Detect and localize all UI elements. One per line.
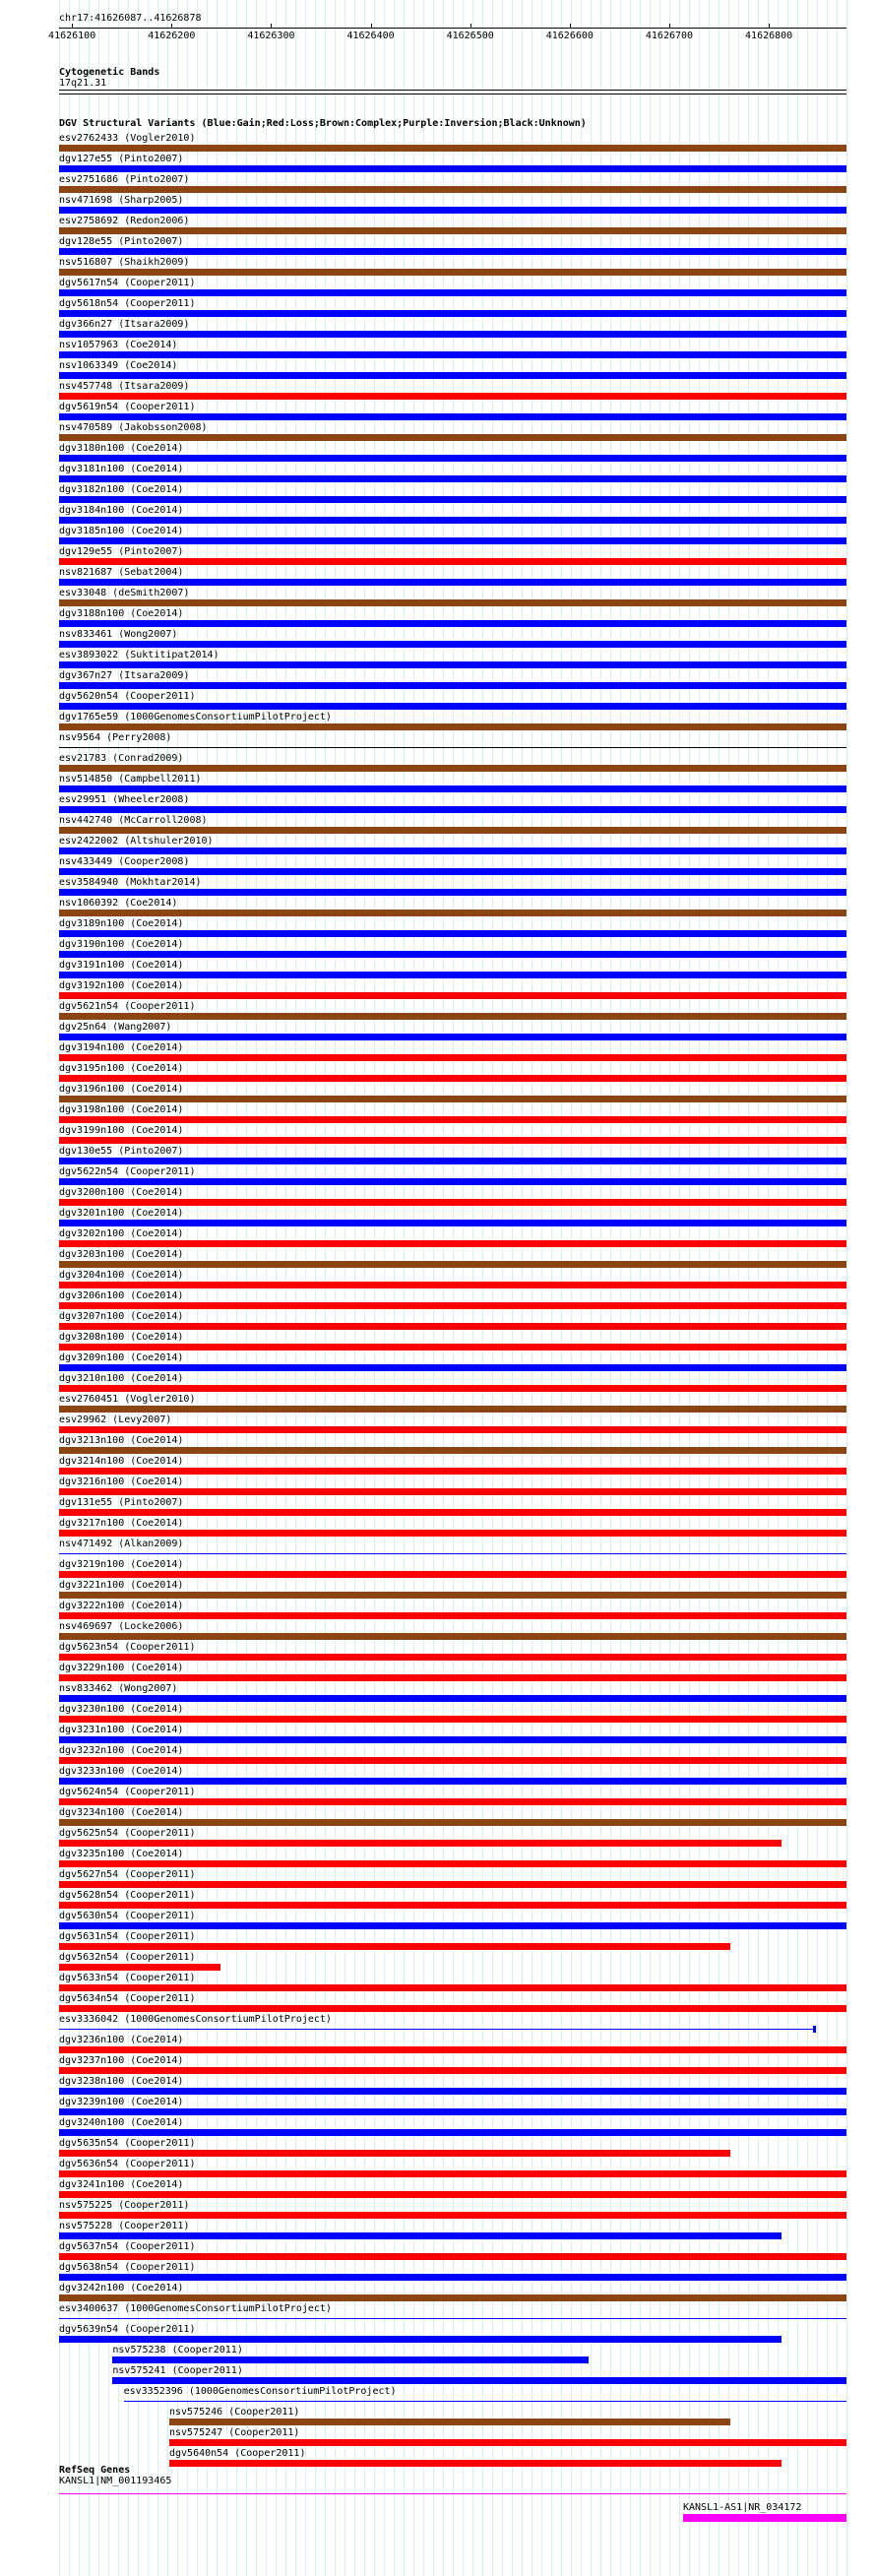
dgv-variant-bar[interactable] (59, 1406, 846, 1413)
dgv-variant-label[interactable]: dgv5638n54 (Cooper2011) (59, 2262, 196, 2273)
dgv-variant-bar[interactable] (59, 2088, 846, 2095)
dgv-variant-bar[interactable] (59, 2318, 846, 2319)
dgv-variant-label[interactable]: dgv3233n100 (Coe2014) (59, 1766, 184, 1777)
dgv-variant-bar[interactable] (59, 1757, 846, 1764)
dgv-variant-bar[interactable] (59, 1695, 846, 1702)
dgv-variant-bar[interactable] (59, 1199, 846, 1206)
dgv-variant-label[interactable]: dgv5618n54 (Cooper2011) (59, 298, 196, 309)
dgv-variant-bar[interactable] (59, 537, 846, 544)
dgv-variant-bar[interactable] (59, 992, 846, 999)
dgv-variant-label[interactable]: dgv3216n100 (Coe2014) (59, 1476, 184, 1487)
dgv-variant-label[interactable]: dgv5622n54 (Cooper2011) (59, 1166, 196, 1177)
dgv-variant-bar[interactable] (59, 1488, 846, 1495)
dgv-variant-bar[interactable] (59, 703, 846, 710)
dgv-variant-label[interactable]: dgv3236n100 (Coe2014) (59, 2035, 184, 2045)
dgv-variant-label[interactable]: dgv3235n100 (Coe2014) (59, 1849, 184, 1859)
dgv-variant-label[interactable]: dgv3221n100 (Coe2014) (59, 1580, 184, 1591)
dgv-variant-label[interactable]: dgv3219n100 (Coe2014) (59, 1559, 184, 1570)
dgv-variant-label[interactable]: dgv3201n100 (Coe2014) (59, 1208, 184, 1219)
dgv-variant-bar[interactable] (59, 1840, 782, 1847)
dgv-variant-bar[interactable] (59, 723, 846, 730)
dgv-variant-label[interactable]: dgv128e55 (Pinto2007) (59, 236, 184, 247)
dgv-variant-label[interactable]: dgv5627n54 (Cooper2011) (59, 1869, 196, 1880)
dgv-variant-bar[interactable] (59, 2005, 846, 2012)
dgv-variant-label[interactable]: dgv3188n100 (Coe2014) (59, 608, 184, 619)
ruler-tick (769, 24, 770, 29)
dgv-variant-label[interactable]: esv3893022 (Suktitipat2014) (59, 650, 219, 660)
dgv-variant-bar[interactable] (59, 475, 846, 482)
dgv-variant-label[interactable]: dgv3222n100 (Coe2014) (59, 1601, 184, 1611)
dgv-variant-label[interactable]: esv2751686 (Pinto2007) (59, 174, 190, 185)
dgv-variant-bar[interactable] (169, 2460, 782, 2467)
dgv-variant-label[interactable]: dgv5639n54 (Cooper2011) (59, 2324, 196, 2335)
dgv-variant-bar[interactable] (59, 1096, 846, 1102)
dgv-variant-label[interactable]: esv2758692 (Redon2006) (59, 216, 190, 226)
dgv-variant-label[interactable]: nsv575225 (Cooper2011) (59, 2200, 190, 2211)
dgv-variant-label[interactable]: dgv3181n100 (Coe2014) (59, 464, 184, 474)
dgv-variant-bar[interactable] (59, 2212, 846, 2219)
dgv-variant-label[interactable]: dgv5637n54 (Cooper2011) (59, 2241, 196, 2252)
dgv-variant-bar[interactable] (59, 1116, 846, 1123)
dgv-variant-label[interactable]: nsv1063349 (Coe2014) (59, 360, 178, 371)
refseq-gene-label-kansl1-as1[interactable]: KANSL1-AS1|NR_034172 (683, 2502, 802, 2513)
dgv-variant-label[interactable]: dgv3207n100 (Coe2014) (59, 1311, 184, 1322)
dgv-variant-label[interactable]: nsv1057963 (Coe2014) (59, 340, 178, 350)
dgv-variant-bar[interactable] (59, 1592, 846, 1599)
dgv-variant-bar[interactable] (59, 1323, 846, 1330)
dgv-variant-bar[interactable] (59, 2029, 815, 2030)
ruler-tick (570, 24, 571, 29)
dgv-variant-bar[interactable] (59, 351, 846, 358)
ruler-tick-label: 41626400 (346, 31, 395, 41)
dgv-variant-label[interactable]: dgv129e55 (Pinto2007) (59, 546, 184, 557)
dgv-variant-bar[interactable] (59, 1282, 846, 1288)
dgv-variant-label[interactable]: esv3400637 (1000GenomesConsortiumPilotProject) (59, 2303, 332, 2314)
dgv-variant-bar[interactable] (59, 1964, 220, 1971)
dgv-variant-bar[interactable] (59, 1943, 730, 1950)
dgv-variant-bar[interactable] (59, 455, 846, 462)
dgv-variant-label[interactable]: dgv5628n54 (Cooper2011) (59, 1890, 196, 1901)
dgv-variant-label[interactable]: esv29962 (Levy2007) (59, 1414, 172, 1425)
dgv-variant-label[interactable]: dgv5632n54 (Cooper2011) (59, 1952, 196, 1963)
ruler-tick (371, 24, 372, 29)
dgv-variant-bar[interactable] (124, 2401, 846, 2402)
dgv-variant-bar[interactable] (59, 1013, 846, 1020)
dgv-variant-label[interactable]: dgv3231n100 (Coe2014) (59, 1725, 184, 1735)
dgv-variant-bar[interactable] (59, 641, 846, 648)
cytoband-track-title[interactable]: Cytogenetic Bands (59, 67, 160, 78)
dgv-variant-bar[interactable] (59, 868, 846, 875)
dgv-variant-label[interactable]: nsv433449 (Cooper2008) (59, 856, 190, 867)
dgv-variant-label[interactable]: nsv575247 (Cooper2011) (169, 2427, 300, 2438)
dgv-variant-label[interactable]: nsv442740 (McCarroll2008) (59, 815, 208, 826)
dgv-variant-bar[interactable] (59, 1158, 846, 1164)
dgv-variant-bar[interactable] (59, 1819, 846, 1826)
ruler-tick-label: 41626800 (745, 31, 793, 41)
dgv-variant-bar[interactable] (59, 682, 846, 689)
dgv-variant-bar[interactable] (59, 1344, 846, 1351)
dgv-variant-bar[interactable] (59, 1178, 846, 1185)
dgv-variant-bar[interactable] (59, 2336, 782, 2343)
dgv-variant-label[interactable]: dgv3239n100 (Coe2014) (59, 2097, 184, 2107)
dgv-variant-label[interactable]: dgv3240n100 (Coe2014) (59, 2117, 184, 2128)
dgv-variant-label[interactable]: dgv5640n54 (Cooper2011) (169, 2448, 306, 2459)
dgv-variant-label[interactable]: dgv5624n54 (Cooper2011) (59, 1787, 196, 1797)
dgv-variant-label[interactable]: dgv3195n100 (Coe2014) (59, 1063, 184, 1074)
dgv-variant-label[interactable]: dgv1765e59 (1000GenomesConsortiumPilotProject) (59, 712, 332, 723)
dgv-variant-label[interactable]: dgv3210n100 (Coe2014) (59, 1373, 184, 1384)
dgv-variant-label[interactable]: nsv471698 (Sharp2005) (59, 195, 184, 206)
dgv-variant-bar[interactable] (59, 1302, 846, 1309)
dgv-variant-bar[interactable] (59, 2067, 846, 2074)
refseq-gene-label-kansl1[interactable]: KANSL1|NM_001193465 (59, 2476, 172, 2486)
dgv-variant-label[interactable]: esv3352396 (1000GenomesConsortiumPilotProject) (123, 2386, 397, 2397)
dgv-variant-bar[interactable] (59, 1240, 846, 1247)
dgv-variant-label[interactable]: dgv5625n54 (Cooper2011) (59, 1828, 196, 1839)
dgv-variant-bar[interactable] (59, 1922, 846, 1929)
dgv-variant-bar[interactable] (112, 2356, 588, 2363)
dgv-variant-bar[interactable] (59, 599, 846, 606)
dgv-variant-bar[interactable] (59, 848, 846, 854)
dgv-variant-label[interactable]: nsv575228 (Cooper2011) (59, 2221, 190, 2231)
dgv-variant-label[interactable]: dgv3192n100 (Coe2014) (59, 980, 184, 991)
ruler-tick (171, 24, 172, 29)
dgv-variant-label[interactable]: dgv3200n100 (Coe2014) (59, 1187, 184, 1198)
dgv-variant-bar[interactable] (59, 1654, 846, 1661)
dgv-variant-bar[interactable] (59, 1736, 846, 1743)
dgv-variant-bar[interactable] (59, 1633, 846, 1640)
dgv-variant-label[interactable]: dgv5623n54 (Cooper2011) (59, 1642, 196, 1653)
dgv-variant-bar[interactable] (59, 517, 846, 524)
dgv-variant-bar[interactable] (59, 1468, 846, 1475)
dgv-variant-bar[interactable] (59, 496, 846, 503)
dgv-variant-bar[interactable] (59, 1530, 846, 1537)
dgv-variant-bar[interactable] (59, 1612, 846, 1619)
dgv-variant-label[interactable]: dgv3189n100 (Coe2014) (59, 918, 184, 929)
dgv-variant-label[interactable]: nsv457748 (Itsara2009) (59, 381, 190, 392)
ruler-tick-label: 41626500 (446, 31, 494, 41)
dgv-variant-bar[interactable] (59, 1426, 846, 1433)
dgv-variant-label[interactable]: dgv3185n100 (Coe2014) (59, 526, 184, 536)
dgv-variant-bar[interactable] (59, 145, 846, 152)
ruler-tick-label: 41626100 (48, 31, 96, 41)
dgv-variant-label[interactable]: esv29951 (Wheeler2008) (59, 794, 190, 805)
dgv-variant-bar[interactable] (59, 1798, 846, 1805)
dgv-variant-label[interactable]: esv3584940 (Mokhtar2014) (59, 877, 202, 888)
dgv-variant-label[interactable]: dgv3232n100 (Coe2014) (59, 1745, 184, 1756)
dgv-variant-bar[interactable] (59, 413, 846, 420)
dgv-variant-bar[interactable] (59, 269, 846, 276)
dgv-variant-bar[interactable] (59, 2294, 846, 2301)
dgv-variant-bar[interactable] (59, 661, 846, 668)
dgv-variant-label[interactable]: nsv471492 (Alkan2009) (59, 1539, 184, 1549)
dgv-variant-bar[interactable] (59, 910, 846, 916)
dgv-variant-bar[interactable] (59, 165, 846, 172)
dgv-variant-label[interactable]: nsv514850 (Campbell2011) (59, 774, 202, 785)
dgv-variant-bar[interactable] (59, 1054, 846, 1061)
dgv-variant-label[interactable]: dgv3184n100 (Coe2014) (59, 505, 184, 516)
dgv-variant-label[interactable]: dgv3180n100 (Coe2014) (59, 443, 184, 454)
dgv-variant-bar[interactable] (59, 331, 846, 338)
dgv-variant-bar[interactable] (59, 2274, 846, 2281)
dgv-variant-label[interactable]: esv2422002 (Altshuler2010) (59, 836, 214, 847)
dgv-variant-bar[interactable] (59, 765, 846, 772)
dgv-variant-bar[interactable] (59, 1220, 846, 1226)
dgv-variant-bar[interactable] (59, 2150, 730, 2157)
dgv-variant-bar[interactable] (59, 207, 846, 214)
dgv-variant-label[interactable]: nsv833462 (Wong2007) (59, 1683, 178, 1694)
dgv-variant-bar[interactable] (59, 930, 846, 937)
dgv-variant-label[interactable]: nsv575241 (Cooper2011) (112, 2365, 243, 2376)
dgv-variant-label[interactable]: nsv469697 (Locke2006) (59, 1621, 184, 1632)
dgv-variant-bar[interactable] (59, 248, 846, 255)
dgv-variant-bar[interactable] (59, 1716, 846, 1723)
refseq-track-title[interactable]: RefSeq Genes (59, 2465, 131, 2476)
dgv-variant-label[interactable]: dgv5617n54 (Cooper2011) (59, 278, 196, 288)
dgv-variant-label[interactable]: dgv25n64 (Wang2007) (59, 1022, 172, 1033)
dgv-variant-label[interactable]: dgv3198n100 (Coe2014) (59, 1104, 184, 1115)
dgv-variant-label[interactable]: dgv3208n100 (Coe2014) (59, 1332, 184, 1343)
dgv-variant-bar[interactable] (59, 1674, 846, 1681)
dgv-variant-label[interactable]: dgv3238n100 (Coe2014) (59, 2076, 184, 2087)
dgv-variant-label[interactable]: dgv3241n100 (Coe2014) (59, 2179, 184, 2190)
dgv-variant-bar[interactable] (59, 785, 846, 792)
dgv-variant-label[interactable]: dgv3194n100 (Coe2014) (59, 1042, 184, 1053)
dgv-variant-bar[interactable] (59, 2253, 846, 2260)
dgv-variant-label[interactable]: dgv3213n100 (Coe2014) (59, 1435, 184, 1446)
dgv-variant-label[interactable]: nsv821687 (Sebat2004) (59, 567, 184, 578)
dgv-variant-label[interactable]: esv2762433 (Vogler2010) (59, 133, 196, 144)
dgv-variant-label[interactable]: esv33048 (deSmith2007) (59, 588, 190, 598)
dgv-variant-bar[interactable] (59, 951, 846, 958)
dgv-variant-label[interactable]: nsv575246 (Cooper2011) (169, 2407, 300, 2418)
dgv-variant-label[interactable]: dgv130e55 (Pinto2007) (59, 1146, 184, 1157)
dgv-variant-label[interactable]: dgv367n27 (Itsara2009) (59, 670, 190, 681)
dgv-variant-label[interactable]: dgv5636n54 (Cooper2011) (59, 2159, 196, 2169)
dgv-variant-bar[interactable] (59, 747, 846, 748)
dgv-variant-bar[interactable] (59, 289, 846, 296)
ruler-axis (59, 28, 846, 29)
dgv-variant-bar[interactable] (169, 2419, 730, 2425)
dgv-variant-label[interactable]: dgv3196n100 (Coe2014) (59, 1084, 184, 1095)
dgv-variant-bar[interactable] (59, 434, 846, 441)
dgv-variant-bar[interactable] (59, 227, 846, 234)
dgv-variant-bar[interactable] (59, 1860, 846, 1867)
dgv-variant-bar[interactable] (59, 827, 846, 834)
dgv-variant-bar[interactable] (59, 1385, 846, 1392)
dgv-variant-label[interactable]: dgv5633n54 (Cooper2011) (59, 1973, 196, 1983)
dgv-variant-bar-end (813, 2026, 816, 2033)
dgv-variant-bar[interactable] (59, 1881, 846, 1888)
dgv-variant-label[interactable]: dgv3202n100 (Coe2014) (59, 1228, 184, 1239)
dgv-variant-bar[interactable] (59, 1778, 846, 1785)
ruler-tick (669, 24, 670, 29)
dgv-variant-label[interactable]: nsv470589 (Jakobsson2008) (59, 422, 208, 433)
dgv-variant-bar[interactable] (59, 2170, 846, 2177)
dgv-variant-bar[interactable] (59, 1447, 846, 1454)
dgv-variant-bar[interactable] (59, 806, 846, 813)
dgv-variant-label[interactable]: esv21783 (Conrad2009) (59, 753, 184, 764)
dgv-variant-bar[interactable] (59, 310, 846, 317)
dgv-variant-bar[interactable] (59, 1137, 846, 1144)
dgv-variant-bar[interactable] (59, 1034, 846, 1040)
dgv-variant-bar[interactable] (59, 2046, 846, 2053)
dgv-variant-label[interactable]: nsv9564 (Perry2008) (59, 732, 172, 743)
dgv-variant-label[interactable]: dgv131e55 (Pinto2007) (59, 1497, 184, 1508)
dgv-variant-label[interactable]: dgv3190n100 (Coe2014) (59, 939, 184, 950)
dgv-variant-bar[interactable] (59, 2129, 846, 2136)
dgv-variant-label[interactable]: nsv575238 (Cooper2011) (112, 2345, 243, 2356)
ruler-location: chr17:41626087..41626878 (59, 13, 202, 24)
dgv-variant-label[interactable]: dgv5621n54 (Cooper2011) (59, 1001, 196, 1012)
dgv-variant-bar[interactable] (59, 558, 846, 565)
dgv-variant-label[interactable]: dgv5635n54 (Cooper2011) (59, 2138, 196, 2149)
cytoband-bar[interactable] (59, 90, 846, 91)
dgv-variant-bar[interactable] (59, 579, 846, 586)
dgv-variant-label[interactable]: dgv3217n100 (Coe2014) (59, 1518, 184, 1529)
dgv-variant-label[interactable]: dgv5630n54 (Cooper2011) (59, 1911, 196, 1921)
dgv-variant-bar[interactable] (59, 1571, 846, 1578)
ruler-tick (470, 24, 471, 29)
dgv-variant-label[interactable]: dgv5619n54 (Cooper2011) (59, 402, 196, 412)
dgv-variant-bar[interactable] (59, 972, 846, 978)
ruler-tick-label: 41626300 (247, 31, 295, 41)
ruler-tick-label: 41626200 (148, 31, 196, 41)
dgv-variant-bar[interactable] (169, 2439, 846, 2446)
dgv-variant-label[interactable]: dgv127e55 (Pinto2007) (59, 154, 184, 164)
dgv-variant-label[interactable]: dgv3191n100 (Coe2014) (59, 960, 184, 971)
ruler-tick (72, 24, 73, 29)
dgv-variant-label[interactable]: dgv3237n100 (Coe2014) (59, 2055, 184, 2066)
dgv-variant-label[interactable]: esv2760451 (Vogler2010) (59, 1394, 196, 1405)
dgv-variant-label[interactable]: dgv3234n100 (Coe2014) (59, 1807, 184, 1818)
dgv-variant-bar[interactable] (59, 2232, 782, 2239)
dgv-variant-bar[interactable] (59, 2191, 846, 2198)
dgv-variant-bar[interactable] (59, 186, 846, 193)
grid-line (846, 0, 847, 2576)
dgv-variant-bar[interactable] (59, 889, 846, 896)
dgv-variant-bar[interactable] (59, 1261, 846, 1268)
dgv-variant-bar[interactable] (59, 2108, 846, 2115)
dgv-variant-label[interactable]: nsv833461 (Wong2007) (59, 629, 178, 640)
dgv-variant-label[interactable]: dgv3229n100 (Coe2014) (59, 1663, 184, 1673)
dgv-variant-label[interactable]: dgv3203n100 (Coe2014) (59, 1249, 184, 1260)
dgv-variant-label[interactable]: nsv516807 (Shaikh2009) (59, 257, 190, 268)
dgv-variant-label[interactable]: nsv1060392 (Coe2014) (59, 898, 178, 909)
dgv-variant-label[interactable]: dgv3230n100 (Coe2014) (59, 1704, 184, 1715)
refseq-gene-kansl1-as1[interactable] (683, 2514, 846, 2522)
dgv-variant-label[interactable]: dgv5631n54 (Cooper2011) (59, 1931, 196, 1942)
ruler-tick-label: 41626700 (645, 31, 694, 41)
dgv-variant-label[interactable]: esv3336042 (1000GenomesConsortiumPilotProject) (59, 2014, 332, 2025)
dgv-variant-label[interactable]: dgv5634n54 (Cooper2011) (59, 1993, 196, 2004)
dgv-variant-label[interactable]: dgv3209n100 (Coe2014) (59, 1352, 184, 1363)
dgv-variant-bar[interactable] (59, 620, 846, 627)
dgv-variant-label[interactable]: dgv3206n100 (Coe2014) (59, 1290, 184, 1301)
ruler-tick (271, 24, 272, 29)
dgv-variant-bar[interactable] (59, 372, 846, 379)
ruler-tick-label: 41626600 (545, 31, 594, 41)
dgv-variant-bar[interactable] (59, 1364, 846, 1371)
dgv-variant-label[interactable]: dgv3214n100 (Coe2014) (59, 1456, 184, 1467)
cytoband-label: 17q21.31 (59, 78, 107, 89)
dgv-variant-label[interactable]: dgv3182n100 (Coe2014) (59, 484, 184, 495)
dgv-variant-bar[interactable] (112, 2377, 846, 2384)
dgv-track-title[interactable]: DGV Structural Variants (Blue:Gain;Red:Loss;Brown:Complex;Purple:Inversion;Black:Unknown) (59, 118, 587, 129)
dgv-variant-bar[interactable] (59, 1075, 846, 1082)
dgv-variant-bar[interactable] (59, 393, 846, 400)
dgv-variant-label[interactable]: dgv366n27 (Itsara2009) (59, 319, 190, 330)
dgv-variant-bar[interactable] (59, 1902, 846, 1909)
dgv-variant-label[interactable]: dgv3204n100 (Coe2014) (59, 1270, 184, 1281)
dgv-variant-label[interactable]: dgv5620n54 (Cooper2011) (59, 691, 196, 702)
dgv-variant-label[interactable]: dgv3199n100 (Coe2014) (59, 1125, 184, 1136)
dgv-variant-bar[interactable] (59, 1553, 846, 1554)
dgv-variant-bar[interactable] (59, 1984, 846, 1991)
dgv-variant-bar[interactable] (59, 1509, 846, 1516)
refseq-gene-kansl1[interactable] (59, 2493, 846, 2494)
dgv-variant-label[interactable]: dgv3242n100 (Coe2014) (59, 2283, 184, 2293)
